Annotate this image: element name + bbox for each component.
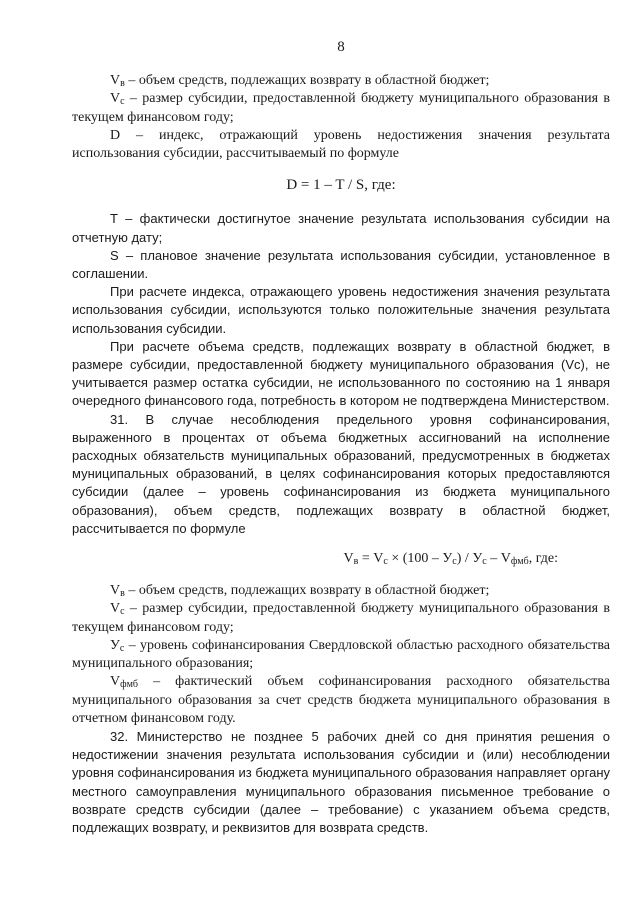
symbol: V [110, 73, 121, 89]
def2-vv: $V_в$ – объем средств, подлежащих возврату в областной бюджет; [110, 583, 490, 600]
def-vv [72, 72, 610, 90]
def2-uc: $У_с$ – уровень софинансирования Свердловской областью расходного обязательства муниципального образования; [72, 637, 610, 672]
def-s: S – плановое значение результата использования субсидии, установленное в соглашении. [72, 247, 610, 282]
symbol-sub: в [120, 78, 125, 90]
paragraph-31: 31. В случае несоблюдения предельного уровня софинансирования, выраженного в процентах от объема бюджетных ассигнований на исполнение расходных обязательств муниципальных образований, предусмотренных в бюджетах муниципальных образований, в целях софинансирования которых предоставляются субсидии (далее – уровень софинансирования из бюджета муниципального образования), объем средств, подлежащих возврату в областной бюджет, рассчитывается по формуле [72, 411, 610, 536]
symbol-sub: с [120, 96, 125, 108]
definition-text: D – индекс, отражающий уровень недостижения значения результата использования субсидии, рассчитываемый по формуле [72, 127, 610, 162]
paragraph-32: 32. Министерство не позднее 5 рабочих дней со дня принятия решения о недостижении значения результата использования субсидии и (или) несоблюдении уровня софинансирования из бюджета муниципального образования направляет органу местного самоуправления муниципального образования письменное требование о возврате средств субсидии (далее – требование) с указанием объема средств, подлежащих возврату, и реквизитов для возврата средств. [72, 728, 610, 835]
def-vc [72, 90, 610, 126]
document-page [72, 38, 610, 837]
formula-vv: $V_в = V_с \times (100 - У_с) / У_с - V_{фмб}$, где: [343, 551, 558, 568]
symbol: V [110, 91, 121, 107]
def-t: T – фактически достигнутое значение результата использования субсидии на отчетную дату; [72, 211, 610, 245]
page-number: 8 [337, 39, 345, 55]
def2-vc: $V_с$ – размер субсидии, предоставленной бюджету муниципального образования в текущем финансовом году; [72, 601, 610, 635]
def-d [72, 127, 610, 163]
paragraph-index-note: При расчете индекса, отражающего уровень недостижения значения результата использования субсидии, используются только положительные значения результата использования субсидии. [72, 284, 610, 336]
definition-text: – размер субсидии, предоставленной бюджету муниципального образования в текущем финансовом году; [72, 91, 610, 125]
def2-vfmb: $V_{фмб}$ – фактический объем софинансирования расходного обязательства муниципального образования за счет средств бюджета муниципального образования в отчетном финансовом году. [72, 674, 610, 726]
paragraph-vc-note: При расчете объема средств, подлежащих возврату в областной бюджет, в размере субсидии, предоставленной бюджету муниципального образования (Vc), не учитывается размер остатка субсидии, не использованного по состоянию на 1 января очередного финансового года, потребность в котором не подтверждена Министерством. [72, 338, 610, 409]
formula-d: D = 1 – T / S, где: [286, 177, 396, 194]
definition-text: – объем средств, подлежащих возврату в областной бюджет; [124, 73, 490, 89]
